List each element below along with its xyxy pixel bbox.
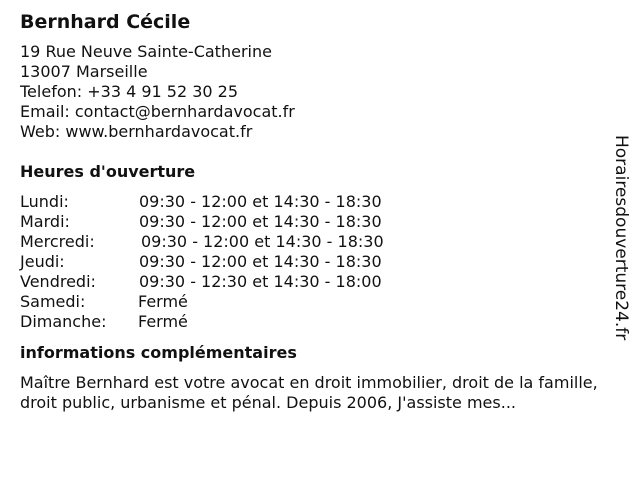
day-label: Mardi:	[20, 212, 70, 231]
hours-value: 09:30 - 12:00 et 14:30 - 18:30	[139, 192, 382, 211]
day-label: Vendredi:	[20, 272, 96, 291]
day-label: Lundi:	[20, 192, 69, 211]
business-card	[20, 10, 605, 413]
street-address: 19 Rue Neuve Sainte-Catherine	[20, 42, 272, 61]
site-watermark: Horairesdouverture24.fr	[611, 135, 631, 341]
day-label: Jeudi:	[20, 252, 65, 271]
hours-row-dimanche	[20, 312, 605, 332]
postal-city: 13007 Marseille	[20, 62, 148, 81]
hours-row-jeudi	[20, 252, 605, 272]
hours-row-samedi	[20, 292, 605, 312]
opening-hours-heading: Heures d'ouverture	[20, 162, 196, 181]
additional-info-text: Maître Bernhard est votre avocat en droit immobilier, droit de la famille, droit public, urbanisme et pénal. Depuis 2006, J'assiste mes...	[20, 373, 598, 412]
hours-value: 09:30 - 12:00 et 14:30 - 18:30	[139, 212, 382, 231]
day-label: Dimanche:	[20, 312, 107, 331]
hours-row-lundi	[20, 192, 605, 212]
day-label: Mercredi:	[20, 232, 95, 251]
hours-value: 09:30 - 12:00 et 14:30 - 18:30	[141, 232, 384, 251]
phone-line: Telefon: +33 4 91 52 30 25	[20, 82, 239, 101]
hours-value: Fermé	[138, 292, 188, 311]
hours-row-vendredi	[20, 272, 605, 292]
hours-value: 09:30 - 12:30 et 14:30 - 18:00	[139, 272, 382, 291]
hours-value: 09:30 - 12:00 et 14:30 - 18:30	[139, 252, 382, 271]
hours-row-mercredi	[20, 232, 605, 252]
email-line: Email: contact@bernhardavocat.fr	[20, 102, 295, 121]
opening-hours-table	[20, 192, 605, 332]
day-label: Samedi:	[20, 292, 86, 311]
web-line: Web: www.bernhardavocat.fr	[20, 122, 253, 141]
additional-info-heading: informations complémentaires	[20, 343, 297, 362]
hours-value: Fermé	[138, 312, 188, 331]
address-block	[20, 42, 605, 142]
hours-row-mardi	[20, 212, 605, 232]
business-name: Bernhard Cécile	[20, 11, 191, 33]
